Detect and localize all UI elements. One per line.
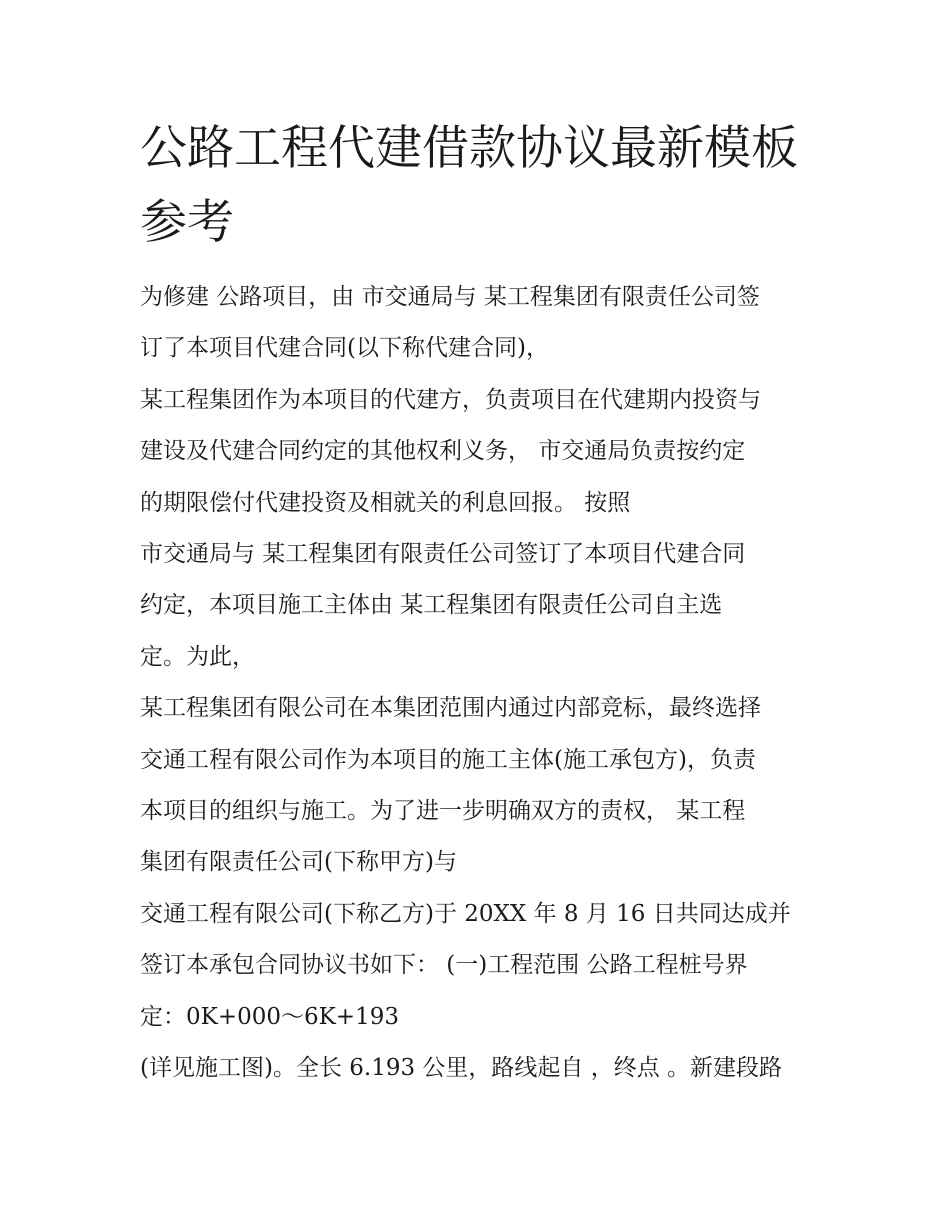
body-line: 某工程集团作为本项目的代建方，负责项目在代建期内投资与 [140,386,761,413]
body-line: 市交通局与 某工程集团有限责任公司签订了本项目代建合同 [140,541,746,568]
body-line: 为修建 公路项目，由 市交通局与 某工程集团有限责任公司签 [140,284,760,310]
body-line: 定。为此， [140,643,255,670]
document-title: 公路工程代建借款协议最新模板参考 [140,121,798,250]
body-line: 集团有限责任公司(下称甲方)与 [140,849,457,876]
body-line: 定：0K+000～6K+193 [140,1003,399,1030]
body-line: (详见施工图)。全长 6.193 公里，路线起自 ，终点 。新建段路 [140,1055,783,1082]
body-line: 本项目的组织与施工。为了进一步明确双方的责权， 某工程 [140,798,746,825]
body-line: 交通工程有限公司(下称乙方)于 20XX 年 8 月 16 日共同达成并 [140,900,791,927]
body-line: 约定，本项目施工主体由 某工程集团有限责任公司自主选 [140,592,723,619]
body-line: 订了本项目代建合同(以下称代建合同)， [140,335,549,362]
document-page [140,112,830,1095]
document-body [140,272,830,1095]
body-line: 签订本承包合同协议书如下： (一)工程范围 公路工程桩号界 [140,952,748,979]
body-line: 建设及代建合同约定的其他权利义务， 市交通局负责按约定 [140,438,746,465]
body-line: 的期限偿付代建投资及相就关的利息回报。 按照 [140,489,631,516]
body-line: 某工程集团有限公司在本集团范围内通过内部竞标，最终选择 [140,695,761,722]
body-line: 交通工程有限公司作为本项目的施工主体(施工承包方)，负责 [140,746,756,773]
